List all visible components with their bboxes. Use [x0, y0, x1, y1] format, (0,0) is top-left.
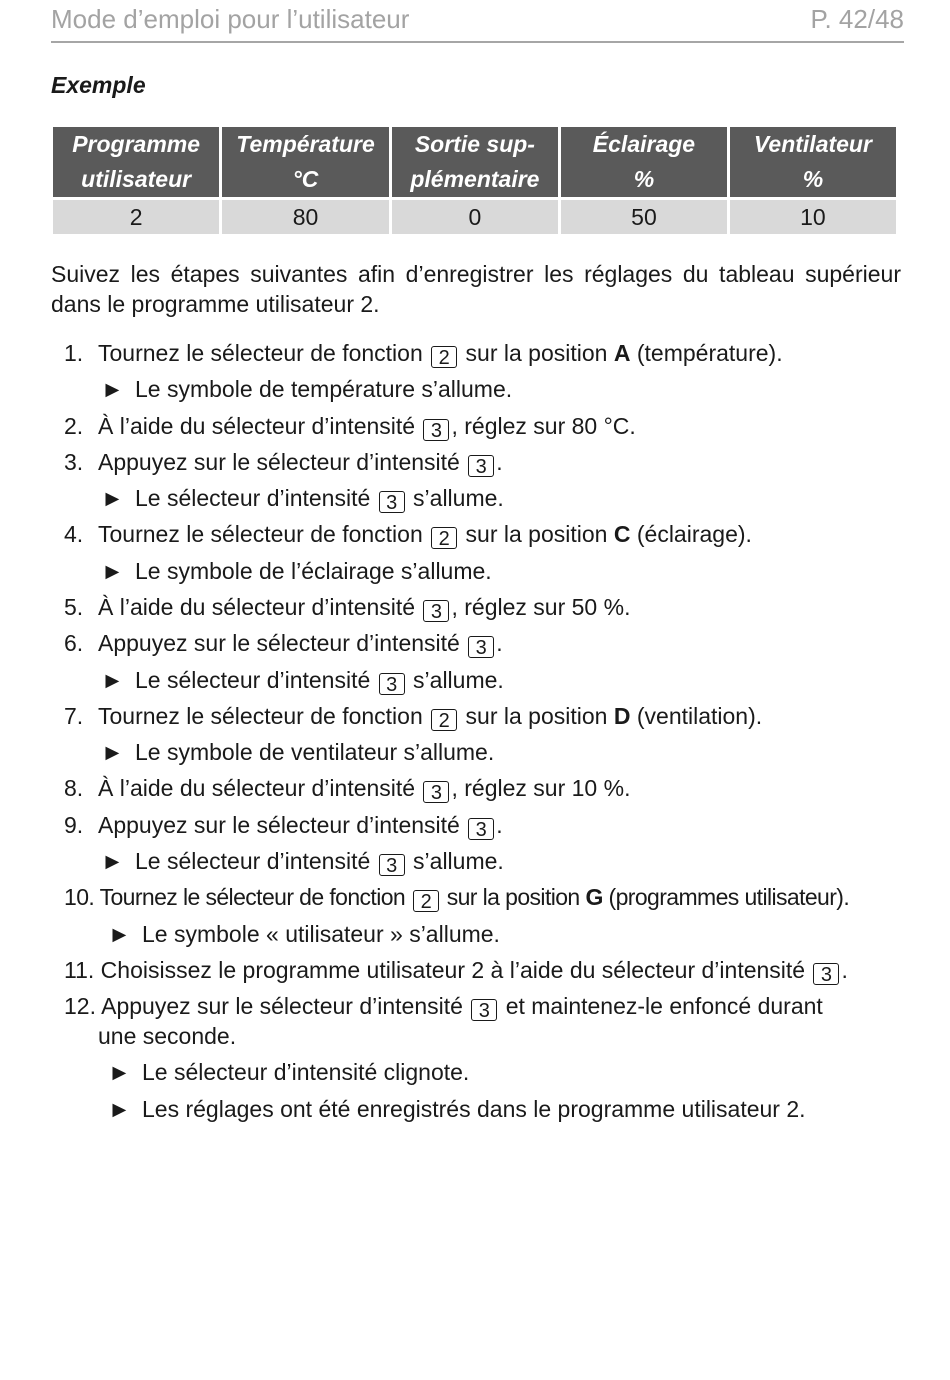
step-number: 4.: [64, 521, 84, 547]
triangle-arrow-icon: ►: [108, 1096, 131, 1122]
triangle-arrow-icon: ►: [108, 1059, 131, 1085]
triangle-arrow-icon: ►: [101, 848, 124, 874]
example-heading: Exemple: [51, 72, 146, 98]
step-text: Tournez le sélecteur de fonction 2 sur la position A (température).: [98, 340, 783, 369]
table-header-row: [53, 127, 896, 197]
control-number-box: 3: [468, 636, 494, 658]
step-result: ► Le sélecteur d’intensité 3 s’allume.: [101, 667, 504, 696]
step-number: 9.: [64, 812, 84, 838]
step-number: 6.: [64, 630, 84, 656]
control-number-box: 3: [468, 455, 494, 477]
control-number-box: 3: [471, 999, 497, 1021]
step-result: ► Le sélecteur d’intensité clignote.: [108, 1059, 470, 1085]
step-result: ► Le symbole de l’éclairage s’allume.: [101, 558, 492, 584]
control-number-box: 3: [813, 963, 839, 985]
step-number: 11.: [64, 957, 95, 983]
step-text: Tournez le sélecteur de fonction 2 sur la position C (éclairage).: [98, 521, 752, 550]
step-number: 3.: [64, 449, 84, 475]
page-header: [51, 0, 904, 43]
intro-paragraph: Suivez les étapes suivantes afin d’enregistrer les réglages du tableau supérieur dans le programme utilisateur 2.: [51, 261, 901, 317]
table-cell: 10: [730, 200, 896, 234]
control-number-box: 3: [379, 854, 405, 876]
table-cell: 80: [222, 200, 388, 234]
triangle-arrow-icon: ►: [101, 376, 124, 402]
step-number: 7.: [64, 703, 84, 729]
step-result: ► Le sélecteur d’intensité 3 s’allume.: [101, 848, 504, 877]
step-text: À l’aide du sélecteur d’intensité 3 , réglez sur 50 %.: [98, 594, 631, 623]
triangle-arrow-icon: ►: [108, 921, 131, 947]
table-header-cell: Ventilateur %: [730, 127, 896, 197]
triangle-arrow-icon: ►: [101, 667, 124, 693]
step-text: Appuyez sur le sélecteur d’intensité 3 .: [98, 630, 503, 659]
control-number-box: 3: [423, 600, 449, 622]
step-number: 2.: [64, 413, 84, 439]
control-number-box: 2: [431, 527, 457, 549]
step-text: Appuyez sur le sélecteur d’intensité 3 .: [98, 449, 503, 478]
control-number-box: 2: [431, 709, 457, 731]
step-number: 12.: [64, 993, 96, 1019]
step-number: 1.: [64, 340, 84, 366]
step-text: 12. Appuyez sur le sélecteur d’intensité 3 et maintenez-le enfoncé durant: [64, 993, 823, 1022]
triangle-arrow-icon: ►: [101, 558, 124, 584]
control-number-box: 2: [431, 346, 457, 368]
control-number-box: 3: [379, 673, 405, 695]
table-header-cell: Sortie sup- plémentaire: [392, 127, 558, 197]
table-cell: 0: [392, 200, 558, 234]
table-header-cell: Programme utilisateur: [53, 127, 219, 197]
step-text: 11. Choisissez le programme utilisateur 2 à l’aide du sélecteur d’intensité 3 .: [64, 957, 848, 986]
control-number-box: 3: [423, 419, 449, 441]
step-text-continued: une seconde.: [98, 1023, 237, 1049]
step-number: 10.: [64, 884, 95, 910]
control-number-box: 2: [413, 890, 439, 912]
step-result: ► Le symbole « utilisateur » s’allume.: [108, 921, 500, 947]
page-number: P. 42/48: [810, 4, 904, 34]
table-header-cell: Température °C: [222, 127, 388, 197]
control-number-box: 3: [423, 781, 449, 803]
step-text: Appuyez sur le sélecteur d’intensité 3 .: [98, 812, 503, 841]
triangle-arrow-icon: ►: [101, 485, 124, 511]
triangle-arrow-icon: ►: [101, 739, 124, 765]
table-cell: 50: [561, 200, 727, 234]
step-result: ► Le symbole de température s’allume.: [101, 376, 513, 402]
step-number: 5.: [64, 594, 84, 620]
step-result: ► Le sélecteur d’intensité 3 s’allume.: [101, 485, 504, 514]
settings-table: [50, 124, 899, 237]
step-number: 8.: [64, 775, 84, 801]
step-text: Tournez le sélecteur de fonction 2 sur la position D (ventilation).: [98, 703, 763, 732]
document-title: Mode d’emploi pour l’utilisateur: [51, 4, 410, 34]
control-number-box: 3: [468, 818, 494, 840]
step-result: ► Les réglages ont été enregistrés dans le programme utilisateur 2.: [108, 1096, 806, 1122]
table-cell: 2: [53, 200, 219, 234]
step-text: 10. Tournez le sélecteur de fonction 2 sur la position G (programmes utilisateur).: [64, 884, 850, 913]
table-row: [53, 200, 896, 234]
step-text: À l’aide du sélecteur d’intensité 3 , réglez sur 10 %.: [98, 775, 631, 804]
table-header-cell: Éclairage %: [561, 127, 727, 197]
step-text: À l’aide du sélecteur d’intensité 3 , réglez sur 80 °C.: [98, 413, 636, 442]
control-number-box: 3: [379, 491, 405, 513]
step-result: ► Le symbole de ventilateur s’allume.: [101, 739, 495, 765]
